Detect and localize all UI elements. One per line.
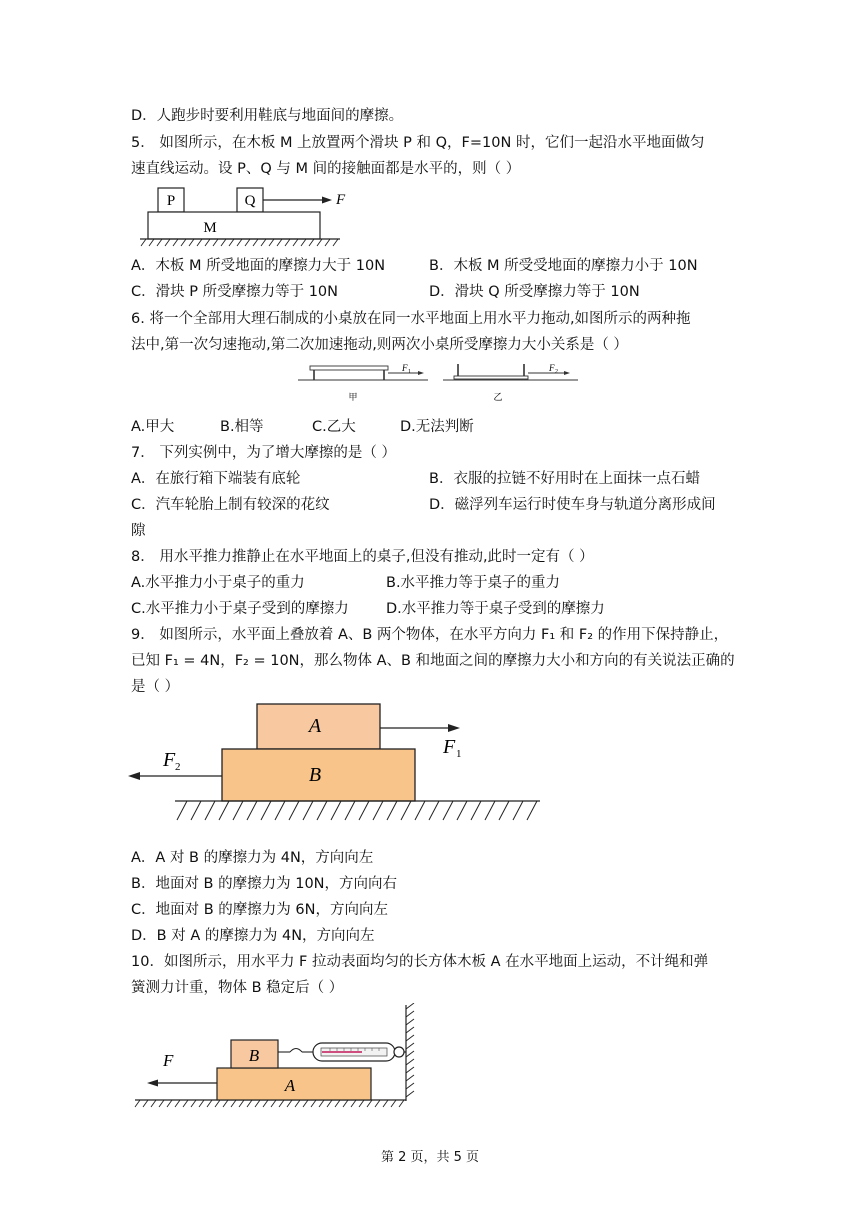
q5-option-a: A．木板 M 所受地面的摩擦力大于 10N [131,258,386,274]
q6-label-f2-sub: 2 [555,369,558,375]
q5-label-q: Q [244,193,256,209]
q8-option-c: C.水平推力小于桌子受到的摩擦力 [131,601,349,617]
q6-option-d: D.无法判断 [400,419,474,435]
q5-stem-line1: 5． 如图所示，在木板 M 上放置两个滑块 P 和 Q，F=10N 时，它们一起沿水平地面做匀 [131,135,705,151]
q10-label-f: F [163,1051,174,1070]
q5-option-b: B．木板 M 所受受地面的摩擦力小于 10N [429,258,698,274]
q10-stem-line2: 簧测力计重，物体 B 稳定后（ ） [131,980,344,996]
q5-label-m: M [203,220,217,236]
q9-label-f2: F [163,749,176,771]
q9-stem-line2: 已知 F₁ = 4N，F₂ = 10N，那么物体 A、B 和地面之间的摩擦力大小和方向的有关说法正确的 [131,653,735,669]
q9-label-a: A [308,715,322,737]
q6-stem-line2: 法中,第一次匀速拖动,第二次加速拖动,则两次小桌所受摩擦力大小关系是（ ） [131,337,628,353]
q10-stem-line1: 10．如图所示，用水平力 F 拉动表面均匀的长方体木板 A 在水平地面上运动，不计绳和弹 [131,954,709,970]
q8-option-a: A.水平推力小于桌子的重力 [131,575,305,591]
q6-label-f1-sub: 1 [408,369,411,375]
q6-option-c: C.乙大 [312,419,356,435]
q7-option-a: A．在旅行箱下端装有底轮 [131,471,301,487]
q6-figure [298,358,588,408]
q8-stem: 8． 用水平推力推静止在水平地面上的桌子,但没有推动,此时一定有（ ） [131,549,594,565]
q5-label-p: P [166,193,176,209]
q6-option-a: A.甲大 [131,419,175,435]
q9-option-a: A．A 对 B 的摩擦力为 4N，方向向左 [131,850,374,866]
q5-figure [140,183,350,253]
q4-option-d: D．人跑步时要利用鞋底与地面间的摩擦。 [131,108,404,124]
q9-option-d: D．B 对 A 的摩擦力为 4N，方向向左 [131,928,375,944]
q7-option-d-line2: 隙 [131,523,146,539]
q5-option-c: C．滑块 P 所受摩擦力等于 10N [131,284,338,300]
page-footer: 第 2 页，共 5 页 [380,1150,480,1165]
q5-stem-line2: 速直线运动。设 P、Q 与 M 间的接触面都是水平的，则（ ） [131,161,521,177]
q9-option-c: C．地面对 B 的摩擦力为 6N，方向向左 [131,902,388,918]
q8-option-b: B.水平推力等于桌子的重力 [386,575,561,591]
q6-option-b: B.相等 [220,419,264,435]
q7-stem: 7． 下列实例中，为了增大摩擦的是（ ） [131,445,396,461]
q10-label-b: B [248,1046,260,1065]
q7-option-d-line1: D．磁浮列车运行时使车身与轨道分离形成间 [429,497,716,513]
q9-label-f1: F [443,736,456,758]
q6-caption-yi: 乙 [493,393,503,403]
q5-label-f: F [336,192,346,208]
q10-figure [130,1003,425,1115]
q6-label-f1: F [402,363,408,373]
q8-option-d: D.水平推力等于桌子受到的摩擦力 [386,601,605,617]
q6-label-f2: F [549,363,555,373]
q9-label-b: B [308,764,322,786]
q9-stem-line1: 9． 如图所示，水平面上叠放着 A、B 两个物体，在水平方向力 F₁ 和 F₂ 的作用下保持静止， [131,627,729,643]
q10-label-a: A [284,1076,296,1095]
q9-label-f2-sub: 2 [175,761,181,773]
q9-option-b: B．地面对 B 的摩擦力为 10N，方向向右 [131,876,398,892]
q9-stem-line3: 是（ ） [131,679,180,695]
q5-option-d: D．滑块 Q 所受摩擦力等于 10N [429,284,640,300]
q9-figure [125,700,545,830]
q7-option-c: C．汽车轮胎上制有较深的花纹 [131,497,330,513]
q6-caption-jia: 甲 [348,393,358,403]
q9-label-f1-sub: 1 [456,748,462,760]
q7-option-b: B．衣服的拉链不好用时在上面抹一点石蜡 [429,471,700,487]
q6-stem-line1: 6. 将一个全部用大理石制成的小桌放在同一水平地面上用水平力拖动,如图所示的两种拖 [131,311,691,327]
